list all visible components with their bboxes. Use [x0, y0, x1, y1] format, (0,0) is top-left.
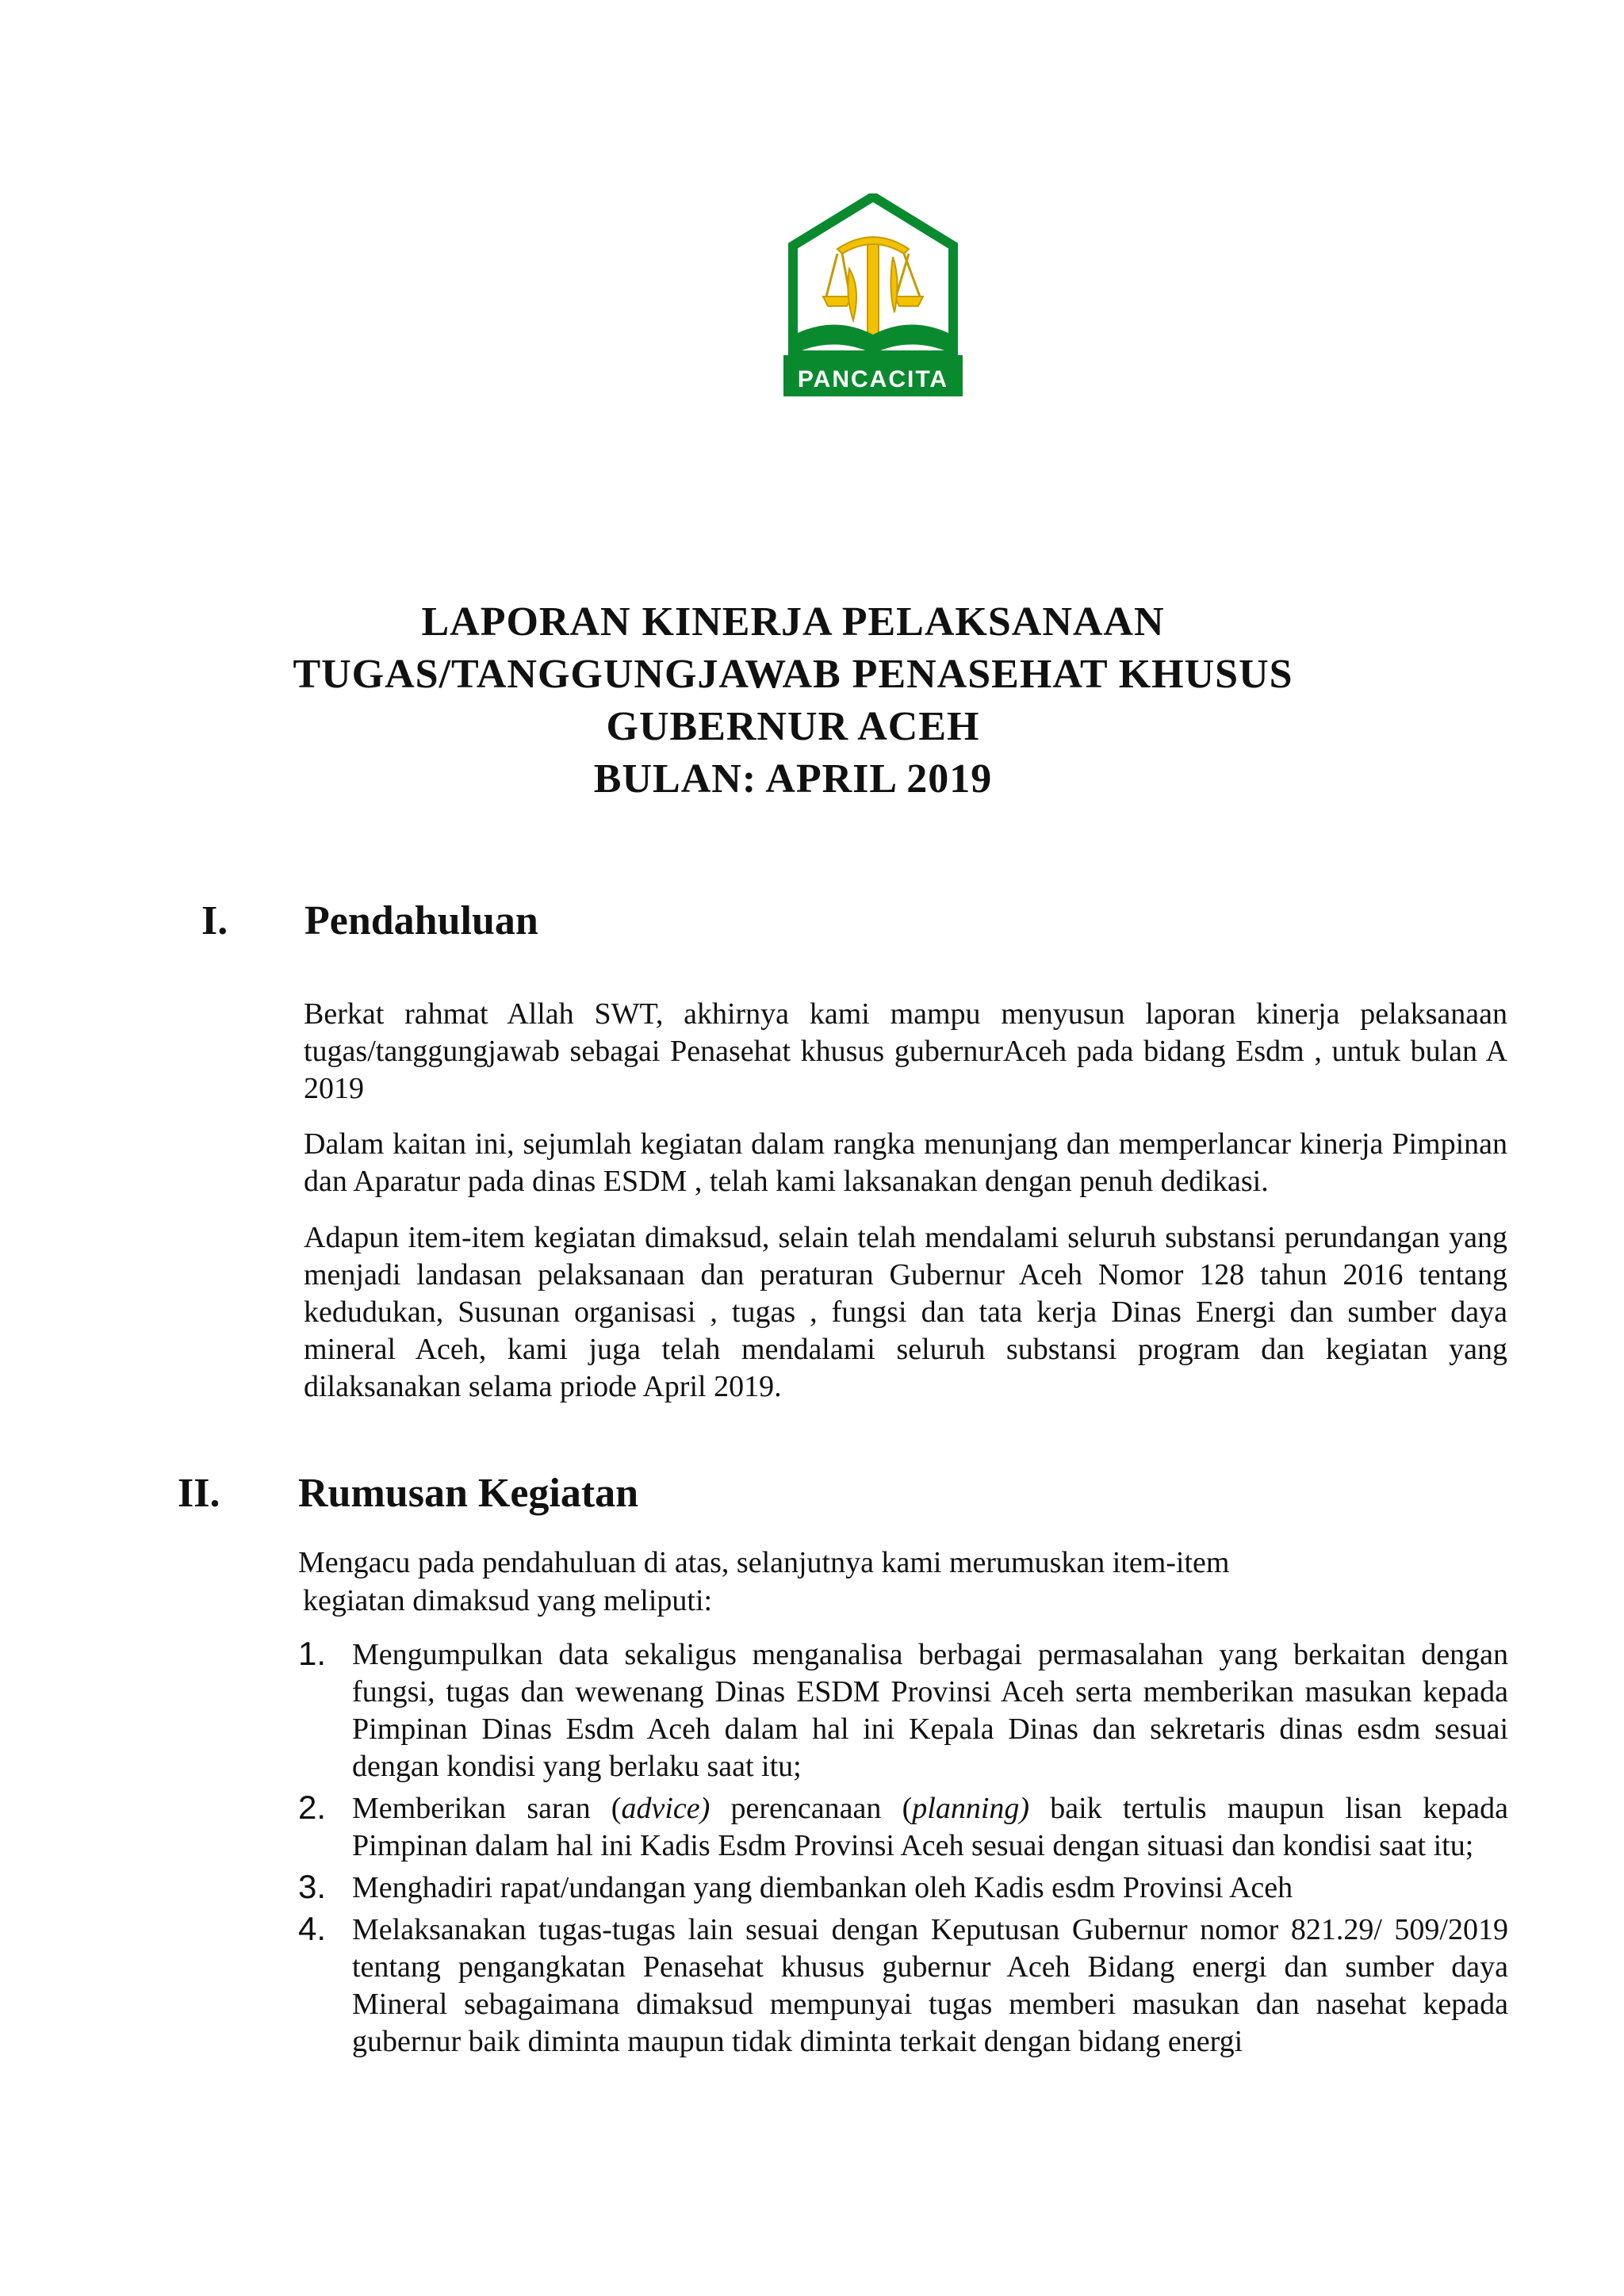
section-heading-rumusan-kegiatan: [178, 1470, 733, 1517]
section-title: Rumusan Kegiatan: [298, 1471, 639, 1516]
list-item-text: Mengumpulkan data sekaligus menganalisa berbagai permasalahan yang berkaitan dengan fungsi, tugas dan wewenang Dinas ESDM Provinsi Aceh serta memberikan masukan kepada Pimpinan Dinas Esdm Aceh dalam hal ini Kepala Dinas dan sekretaris dinas esdm sesuai dengan kondisi yang berlaku saat itu;: [352, 1638, 1508, 1783]
logo-caption: PANCACITA: [797, 366, 949, 392]
text-run: baik tertulis maupun lisan kepada Pimpinan dalam hal ini Kadis Esdm Provinsi Aceh sesuai dengan situasi dan kondisi saat itu;: [352, 1792, 1508, 1862]
paragraph: Adapun item-item kegiatan dimaksud, selain telah mendalami seluruh substansi perundangan yang menjadi landasan pelaksanaan dan peraturan Gubernur Aceh Nomor 128 tahun 2016 tentang kedudukan, Susunan organisasi , tugas , fungsi dan tata kerja Dinas Energi dan sumber daya mineral Aceh, kami juga telah mendalami seluruh substansi program dan kegiatan yang dilaksanakan selama priode April 2019.: [304, 1221, 1507, 1403]
title-line: LAPORAN KINERJA PELAKSANAAN: [421, 599, 1165, 645]
text-run: perencanaan (: [710, 1792, 913, 1825]
list-item: [298, 1869, 1508, 1907]
list-item: [298, 1911, 1508, 2061]
title-line: TUGAS/TANGGUNGJAWAB PENASEHAT KHUSUS: [293, 652, 1293, 697]
activity-list: [298, 1636, 1508, 2065]
section-number: II.: [178, 1471, 220, 1516]
emphasis-advice: advice): [621, 1792, 710, 1825]
pancacita-emblem-logo: [774, 193, 972, 409]
section-number: I.: [201, 898, 228, 943]
list-marker: 2.: [298, 1789, 327, 1826]
text-run: Memberikan saran (: [352, 1792, 622, 1825]
title-line: GUBERNUR ACEH: [606, 704, 980, 749]
title-line: BULAN: APRIL 2019: [593, 756, 993, 802]
section-title: Pendahuluan: [304, 898, 538, 943]
list-item-text: [352, 1790, 1508, 1865]
intro-line: kegiatan dimaksud yang meliputi:: [303, 1584, 713, 1617]
list-marker: 1.: [298, 1635, 327, 1672]
list-marker: 4.: [298, 1910, 327, 1947]
report-title: [0, 596, 1586, 806]
list-item-text: Melaksanakan tugas-tugas lain sesuai dengan Keputusan Gubernur nomor 821.29/ 509/2019 tentang pengangkatan Penasehat khusus gubernur Aceh Bidang energi dan sumber daya Mineral sebagaimana dimaksud mempunyai tugas memberi masukan dan nasehat kepada gubernur baik diminta maupun tidak diminta terkait dengan bidang energi: [352, 1913, 1508, 2058]
intro-line: Mengacu pada pendahuluan di atas, selanjutnya kami merumuskan item-item: [298, 1546, 1230, 1579]
paragraph: Dalam kaitan ini, sejumlah kegiatan dalam rangka menunjang dan memperlancar kinerja Pimpinan dan Aparatur pada dinas ESDM , telah kami laksanakan dengan penuh dedikasi.: [304, 1127, 1507, 1198]
list-item: [298, 1790, 1508, 1865]
list-item: [298, 1636, 1508, 1785]
list-marker: 3.: [298, 1868, 327, 1905]
emphasis-planning: planning): [912, 1792, 1030, 1825]
section-heading-pendahuluan: [201, 897, 677, 945]
paragraph: Berkat rahmat Allah SWT, akhirnya kami mampu menyusun laporan kinerja pelaksanaan tugas/tanggungjawab sebagai Penasehat khusus gubernurAceh pada bidang Esdm , untuk bulan A 2019: [304, 997, 1507, 1105]
list-item-text: Menghadiri rapat/undangan yang diembankan oleh Kadis esdm Provinsi Aceh: [352, 1871, 1293, 1904]
